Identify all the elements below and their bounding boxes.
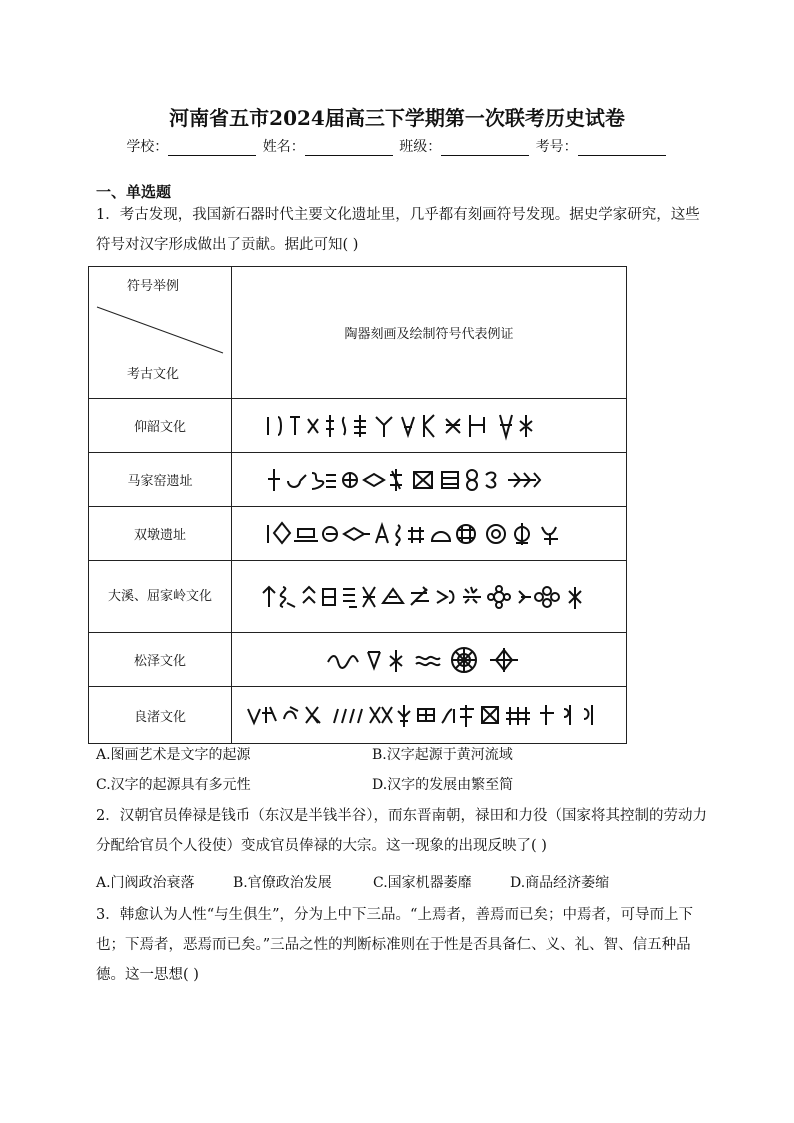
school-blank bbox=[168, 141, 256, 156]
table-corner-cell bbox=[89, 267, 232, 399]
student-info-line bbox=[0, 136, 794, 156]
question-2-stem: 2．汉朝官员俸禄是钱币（东汉是半钱半谷），而东晋南朝，禄田和力役（国家将其控制的劳动力分配给官员个人役使）变成官员俸禄的大宗。这一现象的出现反映了( ) bbox=[96, 808, 707, 854]
row-label-songze: 松泽文化 bbox=[89, 633, 232, 687]
symbol-glyphs-icon bbox=[259, 581, 599, 613]
corner-bottom-label: 考古文化 bbox=[127, 367, 180, 382]
glyphs-songze bbox=[232, 633, 627, 687]
q2-option-c[interactable]: C.国家机器萎靡 bbox=[373, 875, 472, 891]
section-heading: 一、单选题 bbox=[96, 183, 172, 201]
table-header: 陶器刻画及绘制符号代表例证 bbox=[232, 267, 627, 399]
name-blank bbox=[305, 141, 393, 156]
question-3-stem: 3．韩愈认为人性“与生俱生”，分为上中下三品。“上焉者，善焉而已矣；中焉者，可导而上下也；下焉者，恶焉而已矣。”三品之性的判断标准则在于性是否具备仁、义、礼、智、信五种品德。这一思想( ) bbox=[96, 907, 693, 983]
number-label: 考号： bbox=[535, 139, 578, 155]
glyphs-majiayao bbox=[232, 453, 627, 507]
class-blank bbox=[441, 141, 529, 156]
class-label: 班级： bbox=[399, 139, 442, 155]
name-label: 姓名： bbox=[262, 139, 305, 155]
symbol-glyphs-icon bbox=[264, 411, 594, 441]
row-label-shuangdun: 双墩遗址 bbox=[89, 507, 232, 561]
corner-top-label: 符号举例 bbox=[127, 279, 180, 294]
glyphs-shuangdun bbox=[232, 507, 627, 561]
row-label-majiayao: 马家窑遗址 bbox=[89, 453, 232, 507]
q2-option-d[interactable]: D.商品经济萎缩 bbox=[510, 875, 610, 891]
symbol-glyphs-icon bbox=[264, 465, 594, 495]
q2-option-b[interactable]: B.官僚政治发展 bbox=[233, 875, 332, 891]
glyphs-daxi-qujialing bbox=[232, 561, 627, 633]
question-1-stem: 1．考古发现，我国新石器时代主要文化遗址里，几乎都有刻画符号发现。据史学家研究，这些符号对汉字形成做出了贡献。据此可知( ) bbox=[96, 207, 700, 253]
q1-option-a[interactable]: A.图画艺术是文字的起源 bbox=[96, 747, 251, 763]
q1-option-c[interactable]: C.汉字的起源具有多元性 bbox=[96, 777, 251, 793]
q2-option-a[interactable]: A.门阀政治衰落 bbox=[96, 875, 195, 891]
row-label-yangshao: 仰韶文化 bbox=[89, 399, 232, 453]
symbol-glyphs-icon bbox=[264, 519, 594, 549]
school-label: 学校： bbox=[126, 139, 169, 155]
glyphs-yangshao bbox=[232, 399, 627, 453]
q1-option-b[interactable]: B.汉字起源于黄河流域 bbox=[372, 747, 513, 763]
row-label-liangzhu: 良渚文化 bbox=[89, 687, 232, 744]
symbol-table bbox=[88, 266, 627, 744]
page-title: 河南省五市2024届高三下学期第一次联考历史试卷 bbox=[169, 106, 625, 130]
symbol-glyphs-icon bbox=[244, 699, 614, 731]
q1-option-d[interactable]: D.汉字的发展由繁至简 bbox=[372, 777, 514, 793]
number-blank bbox=[578, 141, 666, 156]
glyphs-liangzhu bbox=[232, 687, 627, 744]
symbol-glyphs-icon bbox=[324, 644, 534, 676]
row-label-daxi-qujialing: 大溪、屈家岭文化 bbox=[89, 561, 232, 633]
